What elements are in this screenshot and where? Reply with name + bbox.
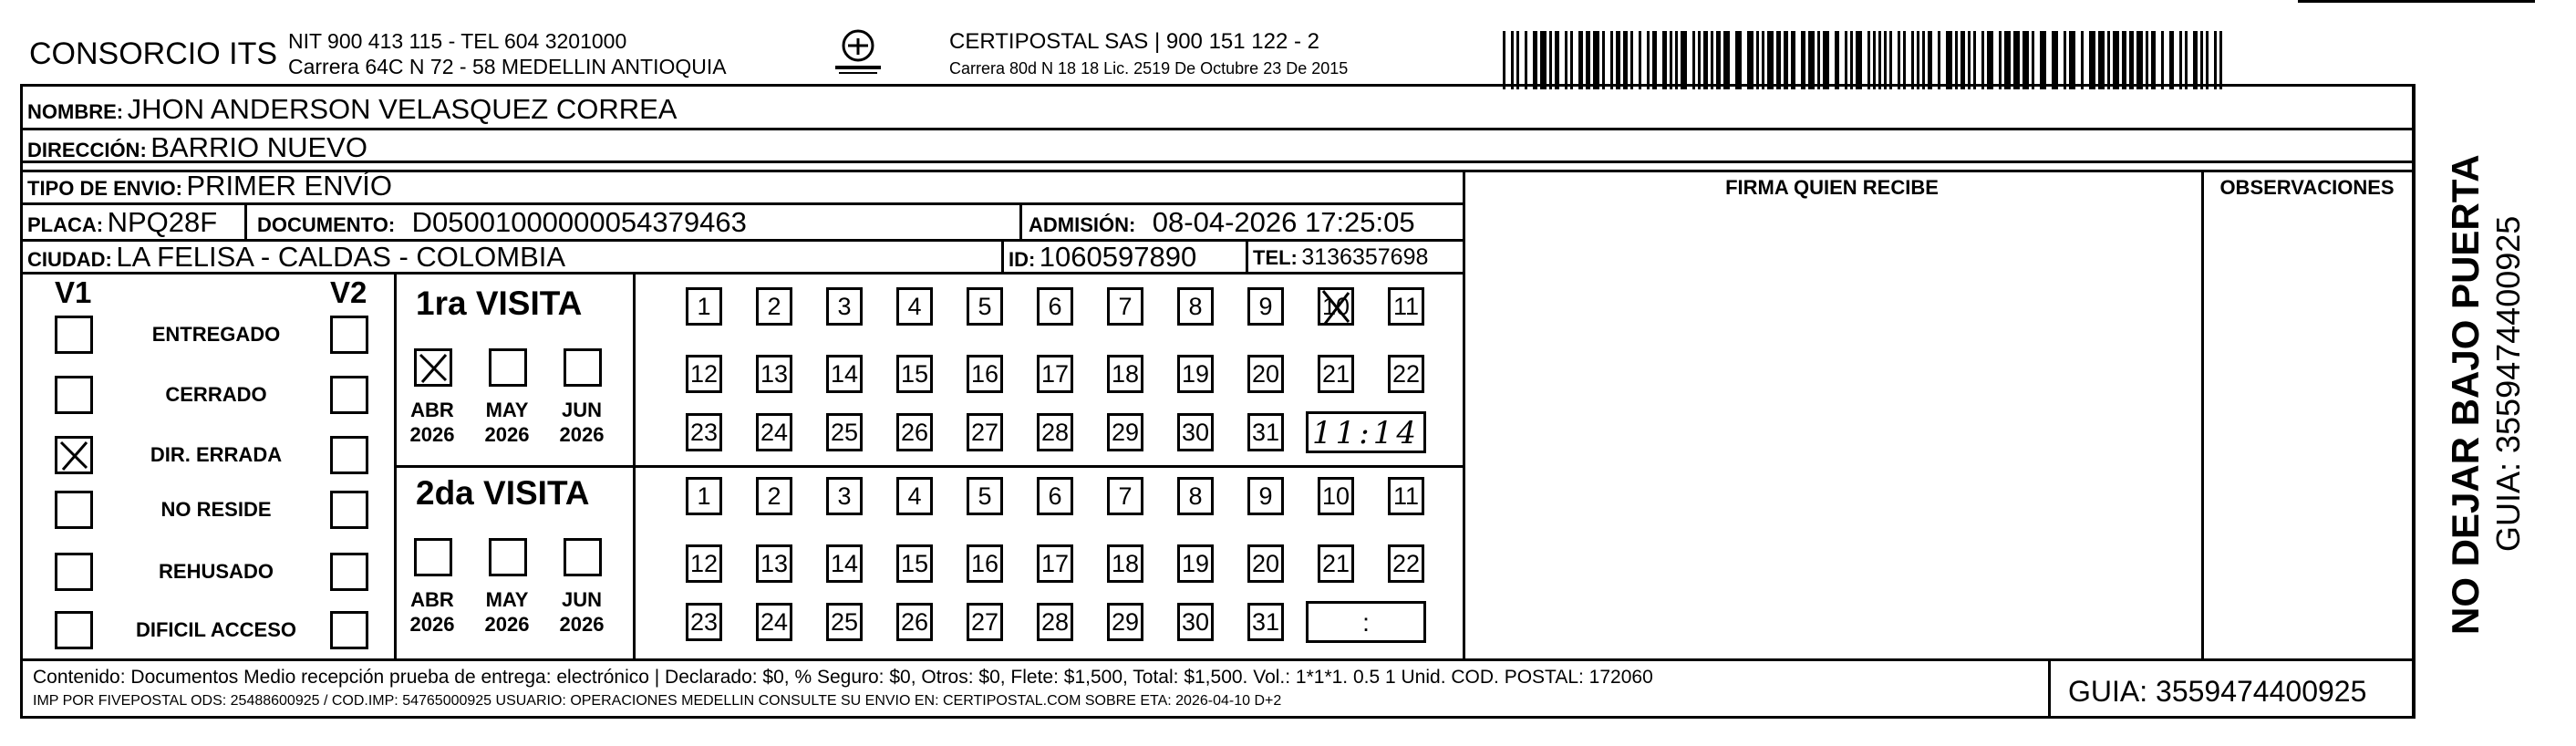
day-box[interactable] (1318, 477, 1354, 515)
day-number: 20 (1251, 359, 1280, 388)
day-box[interactable] (686, 544, 722, 583)
day-number: 12 (689, 359, 719, 388)
month-checkbox[interactable] (564, 348, 602, 387)
visit1-time: 11:14 (1312, 415, 1420, 451)
day-number: 25 (830, 607, 859, 636)
day-number: 8 (1188, 482, 1203, 510)
month-label (480, 398, 534, 447)
admision-label: ADMISIÓN: (1029, 213, 1136, 236)
day-number: 14 (830, 549, 859, 577)
visit1-time-box[interactable] (1306, 411, 1426, 453)
documento-label: DOCUMENTO: (257, 213, 396, 236)
day-number: 6 (1048, 482, 1062, 510)
day-number: 23 (689, 418, 719, 446)
day-number: 27 (970, 607, 999, 636)
documento-value: D05001000000054379463 (411, 206, 747, 238)
v1-checkbox-checked[interactable] (55, 436, 93, 474)
top-right-rule (2298, 0, 2535, 3)
v2-checkbox[interactable] (330, 436, 368, 474)
day-box[interactable] (1388, 544, 1424, 583)
day-box[interactable] (686, 477, 722, 515)
month-name: ABR (410, 399, 454, 421)
day-box[interactable] (896, 355, 933, 393)
v1-checkbox[interactable] (55, 553, 93, 591)
day-number: 15 (900, 359, 929, 388)
id-value: 1060597890 (1039, 241, 1197, 273)
direccion-value: BARRIO NUEVO (150, 131, 367, 163)
day-box[interactable] (1388, 287, 1424, 326)
day-number: 19 (1181, 359, 1210, 388)
month-name: MAY (485, 399, 529, 421)
admision-value: 08-04-2026 17:25:05 (1152, 206, 1415, 238)
day-box[interactable] (1247, 413, 1284, 451)
firma-header: FIRMA QUIEN RECIBE (1725, 176, 1939, 199)
nombre-value: JHON ANDERSON VELASQUEZ CORREA (127, 93, 678, 125)
month-checkbox[interactable] (489, 348, 527, 387)
day-box[interactable] (1177, 413, 1214, 451)
day-box[interactable] (896, 603, 933, 641)
month-year: 2026 (409, 613, 455, 636)
day-box[interactable] (756, 287, 792, 326)
ciudad-row (27, 241, 565, 274)
rule-8 (20, 658, 2415, 661)
documento-row (257, 206, 747, 239)
day-box[interactable] (967, 413, 1003, 451)
month-name: MAY (485, 588, 529, 611)
day-box[interactable] (1247, 287, 1284, 326)
col-right (2413, 84, 2416, 719)
day-number: 21 (1321, 549, 1350, 577)
v2-checkbox[interactable] (330, 553, 368, 591)
day-number: 30 (1181, 418, 1210, 446)
month-name: JUN (561, 399, 602, 421)
day-box[interactable] (1318, 355, 1354, 393)
day-number: 15 (900, 549, 929, 577)
nombre-label: NOMBRE: (27, 100, 124, 123)
day-box[interactable] (967, 477, 1003, 515)
day-box[interactable] (1037, 287, 1073, 326)
v2-checkbox[interactable] (330, 316, 368, 354)
day-number: 2 (767, 292, 781, 320)
ciudad-label: CIUDAD: (27, 248, 112, 271)
month-year: 2026 (484, 423, 530, 446)
day-box[interactable] (1107, 544, 1143, 583)
day-box[interactable] (1247, 544, 1284, 583)
footer-guia-divider (2048, 658, 2051, 719)
day-box[interactable] (967, 603, 1003, 641)
day-box[interactable] (896, 413, 933, 451)
day-box[interactable] (756, 603, 792, 641)
day-number: 3 (837, 292, 852, 320)
day-number: 23 (689, 607, 719, 636)
day-box[interactable] (1107, 477, 1143, 515)
nit-line: NIT 900 413 115 - TEL 604 3201000 (288, 29, 627, 53)
v1-header: V1 (55, 275, 92, 309)
day-number: 13 (760, 359, 789, 388)
carrier-address: Carrera 80d N 18 18 Lic. 2519 De Octubre 23 De 2015 (949, 59, 1349, 78)
day-number: 4 (907, 292, 922, 320)
admision-divider (1019, 202, 1022, 239)
day-box[interactable] (1388, 355, 1424, 393)
day-box[interactable] (686, 287, 722, 326)
day-number: 7 (1118, 292, 1133, 320)
observaciones-header: OBSERVACIONES (2219, 176, 2395, 199)
company-address: Carrera 64C N 72 - 58 MEDELLIN ANTIOQUIA (288, 55, 727, 78)
day-number: 20 (1251, 549, 1280, 577)
day-box[interactable] (1107, 413, 1143, 451)
day-number: 9 (1258, 292, 1273, 320)
day-box[interactable] (967, 287, 1003, 326)
day-box[interactable] (967, 544, 1003, 583)
day-box[interactable] (1388, 477, 1424, 515)
day-number: 16 (970, 549, 999, 577)
day-number: 14 (830, 359, 859, 388)
v2-checkbox[interactable] (330, 611, 368, 649)
day-number: 29 (1111, 418, 1140, 446)
v1-checkbox[interactable] (55, 376, 93, 414)
day-box[interactable] (896, 544, 933, 583)
day-number: 26 (900, 418, 929, 446)
day-number: 10 (1321, 482, 1350, 510)
status-option-label: CERRADO (165, 383, 267, 406)
visit2-time: : (1362, 608, 1370, 637)
month-label (405, 398, 460, 447)
placa-value: NPQ28F (107, 206, 218, 238)
day-number: 4 (907, 482, 922, 510)
day-box[interactable] (1037, 544, 1073, 583)
footer-line-2: IMP POR FIVEPOSTAL ODS: 25488600925 / COD.IMP: 54765000925 USUARIO: OPERACIONES MEDELLIN CONSULTE SU ENVIO EN: CERTIPOSTAL.COM SOBRE ETA: 2026-04-10 D+2 (33, 693, 1282, 709)
tipo-row (27, 170, 392, 202)
day-box[interactable] (1247, 355, 1284, 393)
month-checkbox-checked[interactable] (414, 348, 452, 387)
id-divider (1001, 239, 1004, 272)
month-checkbox[interactable] (414, 538, 452, 576)
placa-divider (244, 202, 247, 239)
day-box[interactable] (1318, 544, 1354, 583)
month-label (554, 587, 609, 637)
tipo-label: TIPO DE ENVIO: (27, 177, 182, 200)
visit1-title: 1ra VISITA (416, 285, 583, 322)
admision-row (1029, 206, 1415, 239)
tel-divider (1246, 239, 1248, 272)
day-box[interactable] (1177, 477, 1214, 515)
status-option-label: DIR. ERRADA (150, 443, 283, 466)
day-box[interactable] (756, 544, 792, 583)
day-number: 18 (1111, 359, 1140, 388)
visit2-title: 2da VISITA (416, 474, 590, 512)
tel-label: TEL: (1253, 246, 1298, 269)
day-box[interactable] (967, 355, 1003, 393)
month-name: JUN (561, 588, 602, 611)
month-label (480, 587, 534, 637)
direccion-label: DIRECCIÓN: (27, 139, 147, 161)
footer-line-1: Contenido: Documentos Medio recepción prueba de entrega: electrónico | Declarado: $0, % Seguro: $0, Otros: $0, Flete: $1,500, Total: $1,500. Vol.: 1*1*1. 0.5 1 Unid. COD. POSTAL: 172060 (33, 667, 1653, 688)
day-number: 24 (760, 418, 789, 446)
day-box-marked[interactable] (1318, 287, 1354, 326)
day-box[interactable] (1177, 603, 1214, 641)
day-box[interactable] (1247, 603, 1284, 641)
v1-checkbox[interactable] (55, 491, 93, 529)
day-number: 17 (1040, 549, 1070, 577)
day-number: 11 (1392, 292, 1420, 320)
v2-header: V2 (330, 275, 367, 309)
day-number: 16 (970, 359, 999, 388)
day-box[interactable] (1037, 413, 1073, 451)
side-warning: NO DEJAR BAJO PUERTA (2444, 154, 2487, 635)
day-number: 9 (1258, 482, 1273, 510)
tel-row (1253, 244, 1428, 271)
company-name: CONSORCIO ITS (29, 36, 278, 71)
month-checkbox[interactable] (564, 538, 602, 576)
day-box[interactable] (1037, 355, 1073, 393)
day-number: 31 (1251, 418, 1280, 446)
month-label (405, 587, 460, 637)
day-box[interactable] (826, 603, 863, 641)
id-label: ID: (1009, 248, 1036, 271)
day-number: 19 (1181, 549, 1210, 577)
month-checkbox[interactable] (489, 538, 527, 576)
day-number: 2 (767, 482, 781, 510)
day-number: 5 (978, 482, 992, 510)
visit2-time-box[interactable] (1306, 601, 1426, 643)
day-number: 31 (1251, 607, 1280, 636)
status-divider (394, 272, 397, 658)
v2-checkbox[interactable] (330, 376, 368, 414)
status-option-label: NO RESIDE (160, 498, 272, 521)
month-year: 2026 (409, 423, 455, 446)
day-box[interactable] (1107, 355, 1143, 393)
day-box[interactable] (1107, 287, 1143, 326)
day-box[interactable] (826, 544, 863, 583)
month-label (554, 398, 609, 447)
day-box[interactable] (826, 355, 863, 393)
month-year: 2026 (559, 423, 605, 446)
status-option-label: DIFICIL ACCESO (135, 618, 296, 641)
placa-row (27, 206, 217, 239)
months-divider (633, 272, 636, 658)
day-number: 1 (697, 482, 711, 510)
day-box[interactable] (1177, 544, 1214, 583)
certipostal-logo (832, 27, 885, 78)
day-number: 8 (1188, 292, 1203, 320)
day-box[interactable] (1037, 477, 1073, 515)
v1-checkbox[interactable] (55, 316, 93, 354)
col-firma-left (1463, 170, 1465, 658)
placa-label: PLACA: (27, 213, 104, 236)
ciudad-value: LA FELISA - CALDAS - COLOMBIA (116, 241, 566, 273)
day-number: 18 (1111, 549, 1140, 577)
day-number: 25 (830, 418, 859, 446)
footer-guia: GUIA: 3559474400925 (2068, 675, 2367, 708)
day-box[interactable] (1037, 603, 1073, 641)
day-number: 24 (760, 607, 789, 636)
day-box[interactable] (1107, 603, 1143, 641)
day-box[interactable] (826, 477, 863, 515)
rule-2 (20, 161, 2415, 163)
day-number: 27 (970, 418, 999, 446)
day-number: 6 (1048, 292, 1062, 320)
tipo-value: PRIMER ENVÍO (186, 170, 393, 202)
day-number: 1 (697, 292, 711, 320)
day-number: 28 (1040, 607, 1070, 636)
id-row (1009, 241, 1196, 274)
rule-7 (394, 465, 1464, 468)
day-number: 22 (1391, 359, 1421, 388)
day-box[interactable] (756, 355, 792, 393)
rule-4 (20, 202, 1464, 205)
day-box[interactable] (896, 477, 933, 515)
day-number: 17 (1040, 359, 1070, 388)
day-number: 7 (1118, 482, 1133, 510)
day-box[interactable] (756, 413, 792, 451)
status-option-label: REHUSADO (159, 560, 274, 583)
day-number: 10 (1321, 292, 1350, 320)
day-number: 21 (1321, 359, 1350, 388)
rule-1 (20, 128, 2415, 130)
day-box[interactable] (896, 287, 933, 326)
direccion-row (27, 131, 367, 164)
month-name: ABR (410, 588, 454, 611)
day-box[interactable] (1247, 477, 1284, 515)
day-number: 13 (760, 549, 789, 577)
side-guia: GUIA: 3559474400925 (2489, 215, 2527, 552)
day-number: 12 (689, 549, 719, 577)
col-obs-left (2201, 170, 2204, 658)
day-number: 5 (978, 292, 992, 320)
nombre-row (27, 93, 677, 126)
day-number: 30 (1181, 607, 1210, 636)
day-box[interactable] (826, 287, 863, 326)
day-box[interactable] (826, 413, 863, 451)
day-box[interactable] (686, 355, 722, 393)
month-year: 2026 (484, 613, 530, 636)
day-number: 22 (1391, 549, 1421, 577)
day-box[interactable] (686, 413, 722, 451)
day-box[interactable] (686, 603, 722, 641)
day-number: 26 (900, 607, 929, 636)
day-box[interactable] (1177, 287, 1214, 326)
day-box[interactable] (1177, 355, 1214, 393)
day-number: 11 (1392, 482, 1420, 510)
barcode (1503, 31, 2227, 89)
tel-value: 3136357698 (1301, 244, 1429, 270)
carrier-line: CERTIPOSTAL SAS | 900 151 122 - 2 (949, 29, 1319, 54)
day-box[interactable] (756, 477, 792, 515)
day-number: 29 (1111, 607, 1140, 636)
month-year: 2026 (559, 613, 605, 636)
v1-checkbox[interactable] (55, 611, 93, 649)
day-number: 28 (1040, 418, 1070, 446)
v2-checkbox[interactable] (330, 491, 368, 529)
status-option-label: ENTREGADO (151, 323, 281, 346)
day-number: 3 (837, 482, 852, 510)
